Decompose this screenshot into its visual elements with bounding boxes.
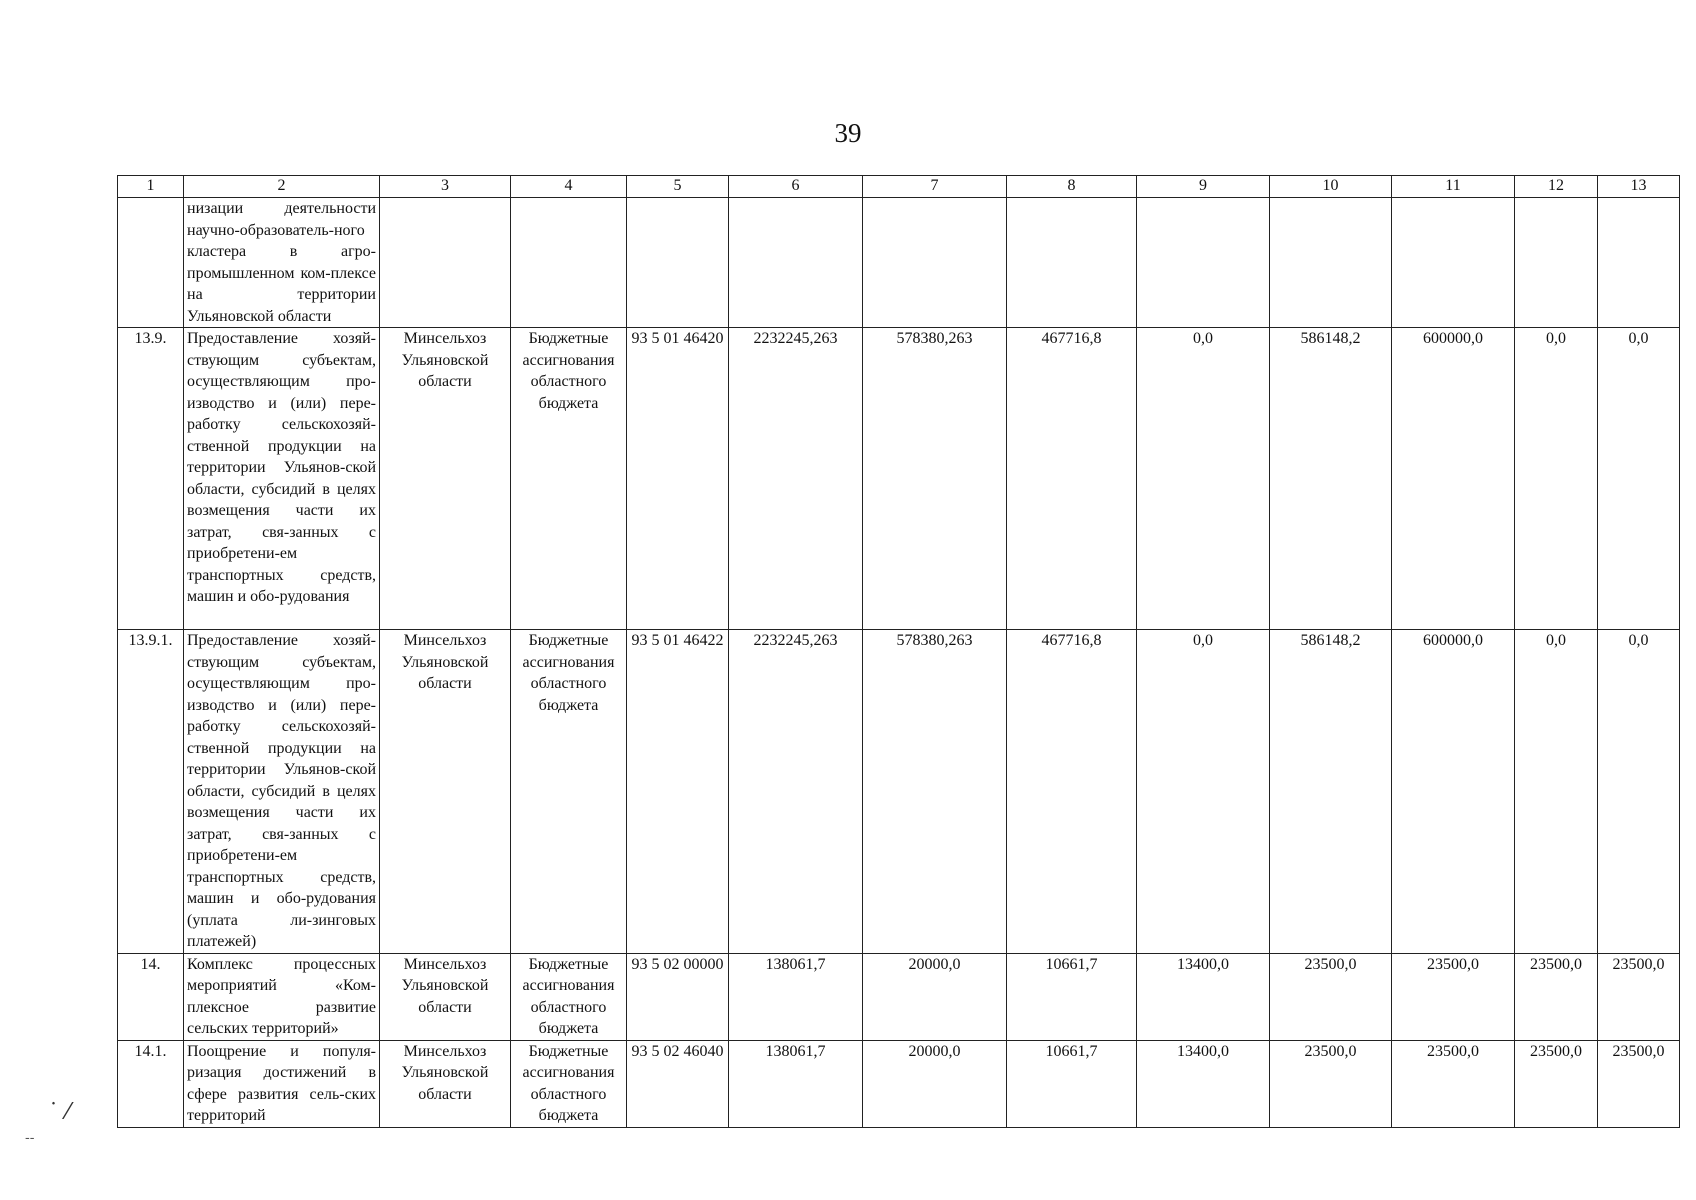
row-value-cell: 23500,0 xyxy=(1270,1040,1392,1127)
header-cell: 2 xyxy=(184,176,380,198)
row-value-cell: 23500,0 xyxy=(1515,953,1598,1040)
header-cell: 5 xyxy=(627,176,729,198)
budget-table xyxy=(117,175,1680,1128)
row-number-cell: 14. xyxy=(118,953,184,1040)
row-code-cell xyxy=(627,198,729,328)
header-cell: 13 xyxy=(1598,176,1680,198)
row-code-cell: 93 5 02 46040 xyxy=(627,1040,729,1127)
header-cell: 3 xyxy=(380,176,511,198)
row-name-cell: Поощрение и популя-ризация достижений в сфере развития сель-ских территорий xyxy=(184,1040,380,1127)
row-executor-cell: Минсельхоз Ульяновской области xyxy=(380,1040,511,1127)
table-row xyxy=(118,328,1680,630)
row-value-cell: 23500,0 xyxy=(1270,953,1392,1040)
row-value-cell: 0,0 xyxy=(1515,630,1598,954)
row-value-cell: 0,0 xyxy=(1515,328,1598,630)
row-value-cell: 0,0 xyxy=(1598,630,1680,954)
row-value-cell: 23500,0 xyxy=(1598,1040,1680,1127)
row-value-cell xyxy=(863,198,1007,328)
row-value-cell: 23500,0 xyxy=(1392,1040,1515,1127)
row-value-cell: 600000,0 xyxy=(1392,328,1515,630)
row-executor-cell: Минсельхоз Ульяновской области xyxy=(380,630,511,954)
row-value-cell: 2232245,263 xyxy=(729,630,863,954)
row-value-cell: 0,0 xyxy=(1137,328,1270,630)
row-number-cell xyxy=(118,198,184,328)
row-number-cell: 13.9.1. xyxy=(118,630,184,954)
row-name-cell: низации деятельности научно-образователь-ного кластера в агро-промышленном ком-плексе на территории Ульяновской области xyxy=(184,198,380,328)
margin-pen-mark: ˙ ⁄ xyxy=(48,1100,70,1125)
row-executor-cell: Минсельхоз Ульяновской области xyxy=(380,953,511,1040)
row-value-cell: 578380,263 xyxy=(863,630,1007,954)
row-value-cell xyxy=(729,198,863,328)
row-value-cell: 467716,8 xyxy=(1007,630,1137,954)
row-value-cell: 13400,0 xyxy=(1137,1040,1270,1127)
row-value-cell: 2232245,263 xyxy=(729,328,863,630)
row-name-cell: Комплекс процессных мероприятий «Ком-плексное развитие сельских территорий» xyxy=(184,953,380,1040)
row-value-cell: 20000,0 xyxy=(863,1040,1007,1127)
row-number-cell: 13.9. xyxy=(118,328,184,630)
row-name-cell: Предоставление хозяй-ствующим субъектам, осуществляющим про-изводство и (или) пере-работку сельскохозяй-ственной продукции на территории Ульянов-ской области, субсидий в целях возмещения части их затрат, свя-занных с приобретени-ем транспортных средств, машин и обо-рудования (уплата ли-зинговых платежей) xyxy=(184,630,380,954)
header-cell: 8 xyxy=(1007,176,1137,198)
header-cell: 7 xyxy=(863,176,1007,198)
row-source-cell: Бюджетные ассигнования областного бюджета xyxy=(511,953,627,1040)
row-value-cell: 10661,7 xyxy=(1007,953,1137,1040)
row-value-cell xyxy=(1007,198,1137,328)
header-cell: 10 xyxy=(1270,176,1392,198)
row-value-cell: 138061,7 xyxy=(729,1040,863,1127)
row-value-cell: 578380,263 xyxy=(863,328,1007,630)
header-cell: 9 xyxy=(1137,176,1270,198)
row-value-cell: 23500,0 xyxy=(1598,953,1680,1040)
row-value-cell: 23500,0 xyxy=(1515,1040,1598,1127)
table-header-row xyxy=(118,176,1680,198)
row-value-cell xyxy=(1515,198,1598,328)
row-number-cell: 14.1. xyxy=(118,1040,184,1127)
row-value-cell: 600000,0 xyxy=(1392,630,1515,954)
header-cell: 4 xyxy=(511,176,627,198)
row-source-cell xyxy=(511,198,627,328)
row-value-cell: 586148,2 xyxy=(1270,630,1392,954)
header-cell: 6 xyxy=(729,176,863,198)
header-cell: 12 xyxy=(1515,176,1598,198)
table-row xyxy=(118,198,1680,328)
row-value-cell: 13400,0 xyxy=(1137,953,1270,1040)
row-code-cell: 93 5 01 46420 xyxy=(627,328,729,630)
row-source-cell: Бюджетные ассигнования областного бюджета xyxy=(511,630,627,954)
row-source-cell: Бюджетные ассигнования областного бюджета xyxy=(511,328,627,630)
row-value-cell: 467716,8 xyxy=(1007,328,1137,630)
page-number: 39 xyxy=(834,118,862,148)
row-value-cell xyxy=(1137,198,1270,328)
row-source-cell: Бюджетные ассигнования областного бюджета xyxy=(511,1040,627,1127)
row-value-cell: 20000,0 xyxy=(863,953,1007,1040)
row-value-cell: 138061,7 xyxy=(729,953,863,1040)
row-value-cell xyxy=(1392,198,1515,328)
table-row xyxy=(118,1040,1680,1127)
header-cell: 11 xyxy=(1392,176,1515,198)
row-value-cell: 586148,2 xyxy=(1270,328,1392,630)
table-row xyxy=(118,630,1680,954)
row-code-cell: 93 5 02 00000 xyxy=(627,953,729,1040)
row-code-cell: 93 5 01 46422 xyxy=(627,630,729,954)
row-executor-cell xyxy=(380,198,511,328)
row-value-cell: 0,0 xyxy=(1598,328,1680,630)
row-value-cell xyxy=(1598,198,1680,328)
margin-pen-dash: -- xyxy=(25,1130,35,1146)
row-executor-cell: Минсельхоз Ульяновской области xyxy=(380,328,511,630)
row-name-cell: Предоставление хозяй-ствующим субъектам, осуществляющим про-изводство и (или) пере-работку сельскохозяй-ственной продукции на территории Ульянов-ской области, субсидий в целях возмещения части их затрат, свя-занных с приобретени-ем транспортных средств, машин и обо-рудования xyxy=(184,328,380,630)
table-row xyxy=(118,953,1680,1040)
header-cell: 1 xyxy=(118,176,184,198)
row-value-cell: 23500,0 xyxy=(1392,953,1515,1040)
row-value-cell xyxy=(1270,198,1392,328)
row-value-cell: 0,0 xyxy=(1137,630,1270,954)
row-value-cell: 10661,7 xyxy=(1007,1040,1137,1127)
